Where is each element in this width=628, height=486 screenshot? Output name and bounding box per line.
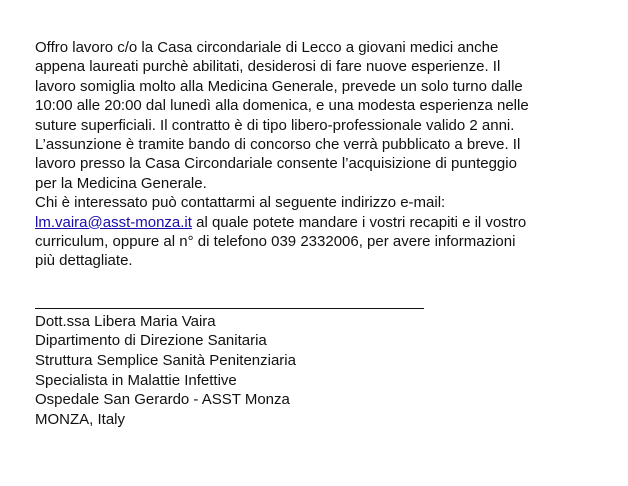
signature-location: MONZA, Italy: [35, 410, 126, 428]
signature-unit: Struttura Semplice Sanità Penitenziaria: [35, 352, 296, 370]
signature-role: Specialista in Malattie Infettive: [35, 371, 237, 389]
message-body: [35, 38, 615, 271]
signature-hospital: Ospedale San Gerardo - ASST Monza: [35, 391, 290, 409]
email-line: [35, 213, 615, 232]
signature-name: Dott.ssa Libera Maria Vaira: [35, 312, 216, 330]
signature-block: [35, 312, 615, 430]
message-line: Offro lavoro c/o la Casa circondariale di Lecco a giovani medici anche: [35, 39, 499, 56]
message-line: più dettagliate.: [35, 252, 133, 270]
signature-department: Dipartimento di Direzione Sanitaria: [35, 332, 267, 350]
message-line: lavoro presso la Casa Circondariale consente l’acquisizione di punteggio: [35, 155, 517, 173]
message-line: per la Medicina Generale.: [35, 174, 207, 192]
message-line: L’assunzione è tramite bando di concorso che verrà pubblicato a breve. Il: [35, 136, 521, 154]
message-line: lavoro somiglia molto alla Medicina Generale, prevede un solo turno dalle: [35, 77, 523, 95]
message-line: 10:00 alle 20:00 dal lunedì alla domenica, e una modesta esperienza nelle: [35, 97, 529, 115]
email-line-suffix: al quale potete mandare i vostri recapiti e il vostro: [191, 213, 527, 231]
signature-separator: [35, 308, 424, 309]
message-line: curriculum, oppure al n° di telefono 039 2332006, per avere informazioni: [35, 233, 516, 251]
message-line: suture superficiali. Il contratto è di tipo libero-professionale valido 2 anni.: [35, 116, 515, 134]
email-link[interactable]: lm.vaira@asst-monza.it: [35, 213, 192, 231]
document-body: [35, 38, 615, 429]
message-line: appena laureati purchè abilitati, desiderosi di fare nuove esperienze. Il: [35, 58, 501, 76]
message-line: Chi è interessato può contattarmi al seguente indirizzo e-mail:: [35, 194, 446, 212]
